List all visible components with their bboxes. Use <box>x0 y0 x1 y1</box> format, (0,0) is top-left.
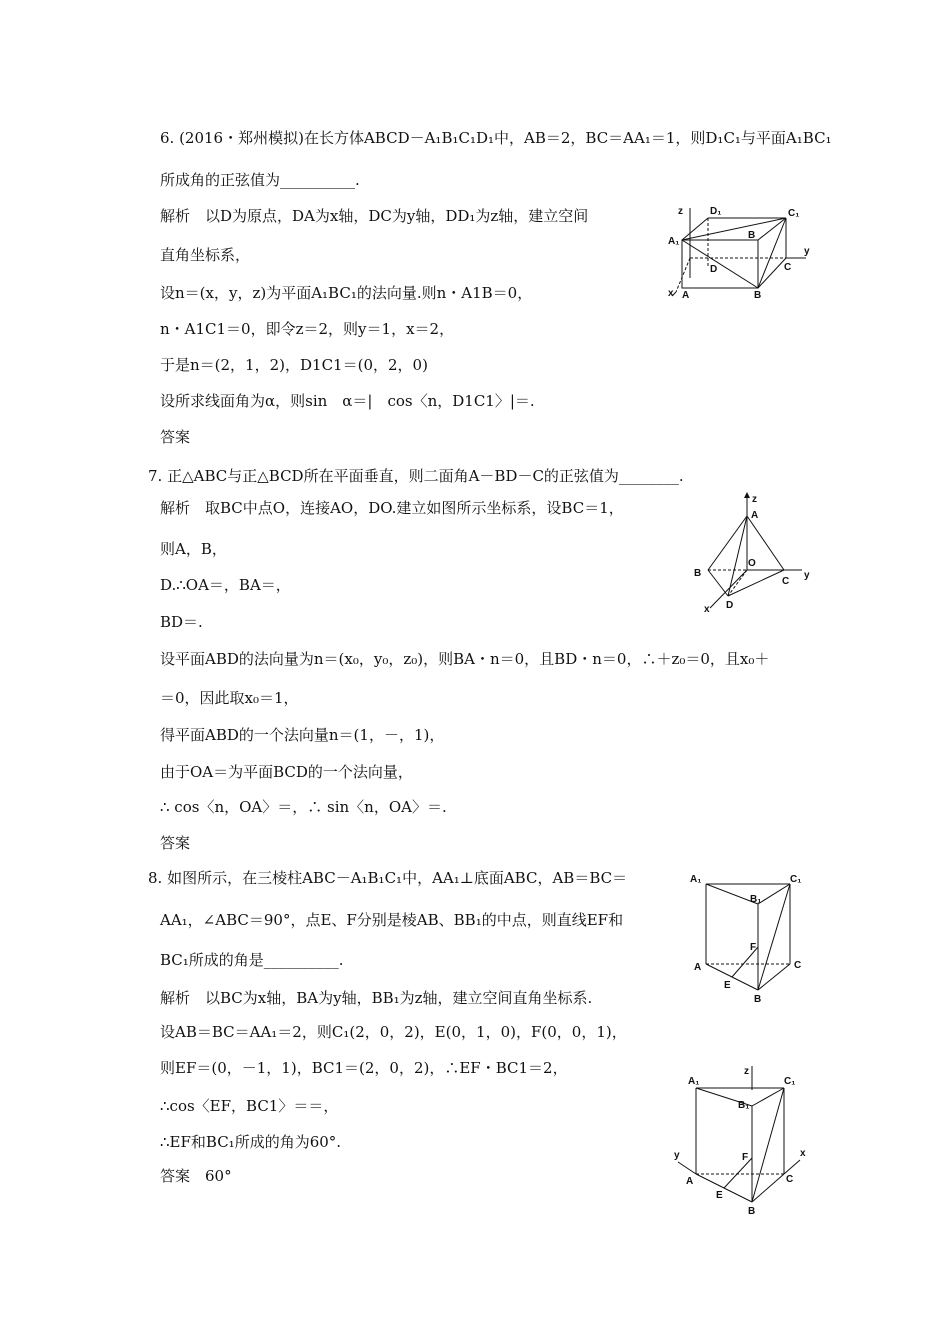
p6-fig-A1: A₁ <box>668 236 680 247</box>
p8-line-5: 设AB＝BC＝AA₁＝2，则C₁(2，0，2)，E(0，1，0)，F(0，0，1)， <box>160 1023 627 1041</box>
p6-fig-C1: C₁ <box>788 208 800 219</box>
p8-fig1-B: B <box>754 994 762 1005</box>
p8-fig1-C1: C₁ <box>790 874 802 885</box>
p8-fig2-F: F <box>742 1152 749 1163</box>
p8-fig2-z: z <box>744 1066 749 1077</box>
p7-line-10: ∴ cos〈n，OA〉＝，∴ sin〈n，OA〉＝. <box>160 798 447 816</box>
p6-figure-cuboid <box>668 200 813 300</box>
p6-line-2: 所成角的正弦值为__________. <box>160 171 360 189</box>
p8-line-6: 则EF＝(0，－1，1)，BC1＝(2，0，2)，∴EF・BC1＝2， <box>160 1059 568 1077</box>
p8-answer: 答案 60° <box>160 1167 232 1185</box>
p8-fig2-C: C <box>786 1174 794 1185</box>
p8-line-7: ∴cos〈EF，BC1〉＝＝， <box>160 1097 339 1115</box>
p8-fig2-B1: B₁ <box>738 1100 750 1111</box>
p8-figure-prism-1 <box>688 870 813 1005</box>
p8-fig1-A: A <box>694 962 702 973</box>
p7-line-3: 则A，B， <box>160 540 227 558</box>
p6-line-6: n・A1C1＝0，即令z＝2，则y＝1，x＝2， <box>160 320 455 338</box>
p6-answer: 答案 <box>160 428 191 446</box>
p6-line-1: 6. (2016・郑州模拟)在长方体ABCD－A₁B₁C₁D₁中，AB＝2，BC＝AA₁＝1，则D₁C₁与平面A₁BC₁ <box>160 129 832 147</box>
p8-fig1-C: C <box>794 960 802 971</box>
p6-fig-D: D <box>710 264 718 275</box>
p7-line-6: 设平面ABD的法向量为n＝(x₀，y₀，z₀)，则BA・n＝0，且BD・n＝0，∴＋z₀＝0，且x₀＋ <box>160 650 770 668</box>
p6-line-7: 于是n＝(2，1，2)，D1C1＝(0，2，0) <box>160 356 428 374</box>
p7-fig-y: y <box>804 570 810 581</box>
p7-answer: 答案 <box>160 834 191 852</box>
p8-fig2-E: E <box>716 1190 723 1201</box>
p7-line-9: 由于OA＝为平面BCD的一个法向量， <box>160 763 413 781</box>
p7-fig-D: D <box>726 600 734 611</box>
p7-line-4: D.∴OA＝，BA＝， <box>160 576 291 594</box>
p7-line-5: BD＝. <box>160 613 203 631</box>
p8-line-8: ∴EF和BC₁所成的角为60°. <box>160 1133 342 1151</box>
p7-line-7: ＝0，因此取x₀＝1， <box>160 689 299 707</box>
p8-fig2-x: x <box>800 1148 806 1159</box>
p8-fig2-y: y <box>674 1150 680 1161</box>
p7-figure-tetrahedron <box>690 490 815 615</box>
p7-line-8: 得平面ABD的一个法向量n＝(1，－，1)， <box>160 726 445 744</box>
p7-fig-C: C <box>782 576 790 587</box>
p6-line-5: 设n＝(x，y，z)为平面A₁BC₁的法向量.则n・A1B＝0， <box>160 284 533 302</box>
p6-fig-B-top: B <box>748 230 756 241</box>
p8-line-2: AA₁，∠ABC＝90°，点E、F分别是棱AB、BB₁的中点，则直线EF和 <box>160 911 624 929</box>
p7-fig-A: A <box>751 510 759 521</box>
p6-fig-A: A <box>682 290 690 300</box>
p8-line-3: BC₁所成的角是__________. <box>160 951 344 969</box>
p8-fig1-E: E <box>724 980 731 991</box>
p8-line-4: 解析 以BC为x轴，BA为y轴，BB₁为z轴，建立空间直角坐标系. <box>160 989 593 1007</box>
p7-line-1: 7. 正△ABC与正△BCD所在平面垂直，则二面角A－BD－C的正弦值为________. <box>148 467 684 485</box>
p8-fig2-A: A <box>686 1176 694 1187</box>
p8-fig1-F: F <box>750 942 757 953</box>
p7-line-2: 解析 取BC中点O，连接AO，DO.建立如图所示坐标系，设BC＝1， <box>160 499 624 517</box>
p7-fig-O: O <box>748 558 756 569</box>
p6-fig-y: y <box>804 246 810 257</box>
p8-figure-prism-2 <box>672 1062 812 1217</box>
p8-fig1-A1: A₁ <box>690 874 702 885</box>
p6-line-4: 直角坐标系， <box>160 246 251 264</box>
p8-fig2-B: B <box>748 1206 756 1217</box>
p6-fig-z: z <box>678 206 683 217</box>
p8-fig1-B1: B₁ <box>750 894 762 905</box>
p6-fig-B: B <box>754 290 762 300</box>
p6-line-3: 解析 以D为原点，DA为x轴，DC为y轴，DD₁为z轴，建立空间 <box>160 207 589 225</box>
p8-line-1: 8. 如图所示，在三棱柱ABC－A₁B₁C₁中，AA₁⊥底面ABC，AB＝BC＝ <box>148 869 628 887</box>
p8-fig2-A1: A₁ <box>688 1076 700 1087</box>
p7-fig-z: z <box>752 494 757 505</box>
p6-line-8: 设所求线面角为α，则sin α＝| cos〈n，D1C1〉|＝. <box>160 392 535 410</box>
p8-fig2-C1: C₁ <box>784 1076 796 1087</box>
p7-fig-x: x <box>704 604 710 615</box>
p6-fig-x: x <box>668 288 674 299</box>
p7-fig-B: B <box>694 568 702 579</box>
p6-fig-D1: D₁ <box>710 206 722 217</box>
p6-fig-C: C <box>784 262 792 273</box>
